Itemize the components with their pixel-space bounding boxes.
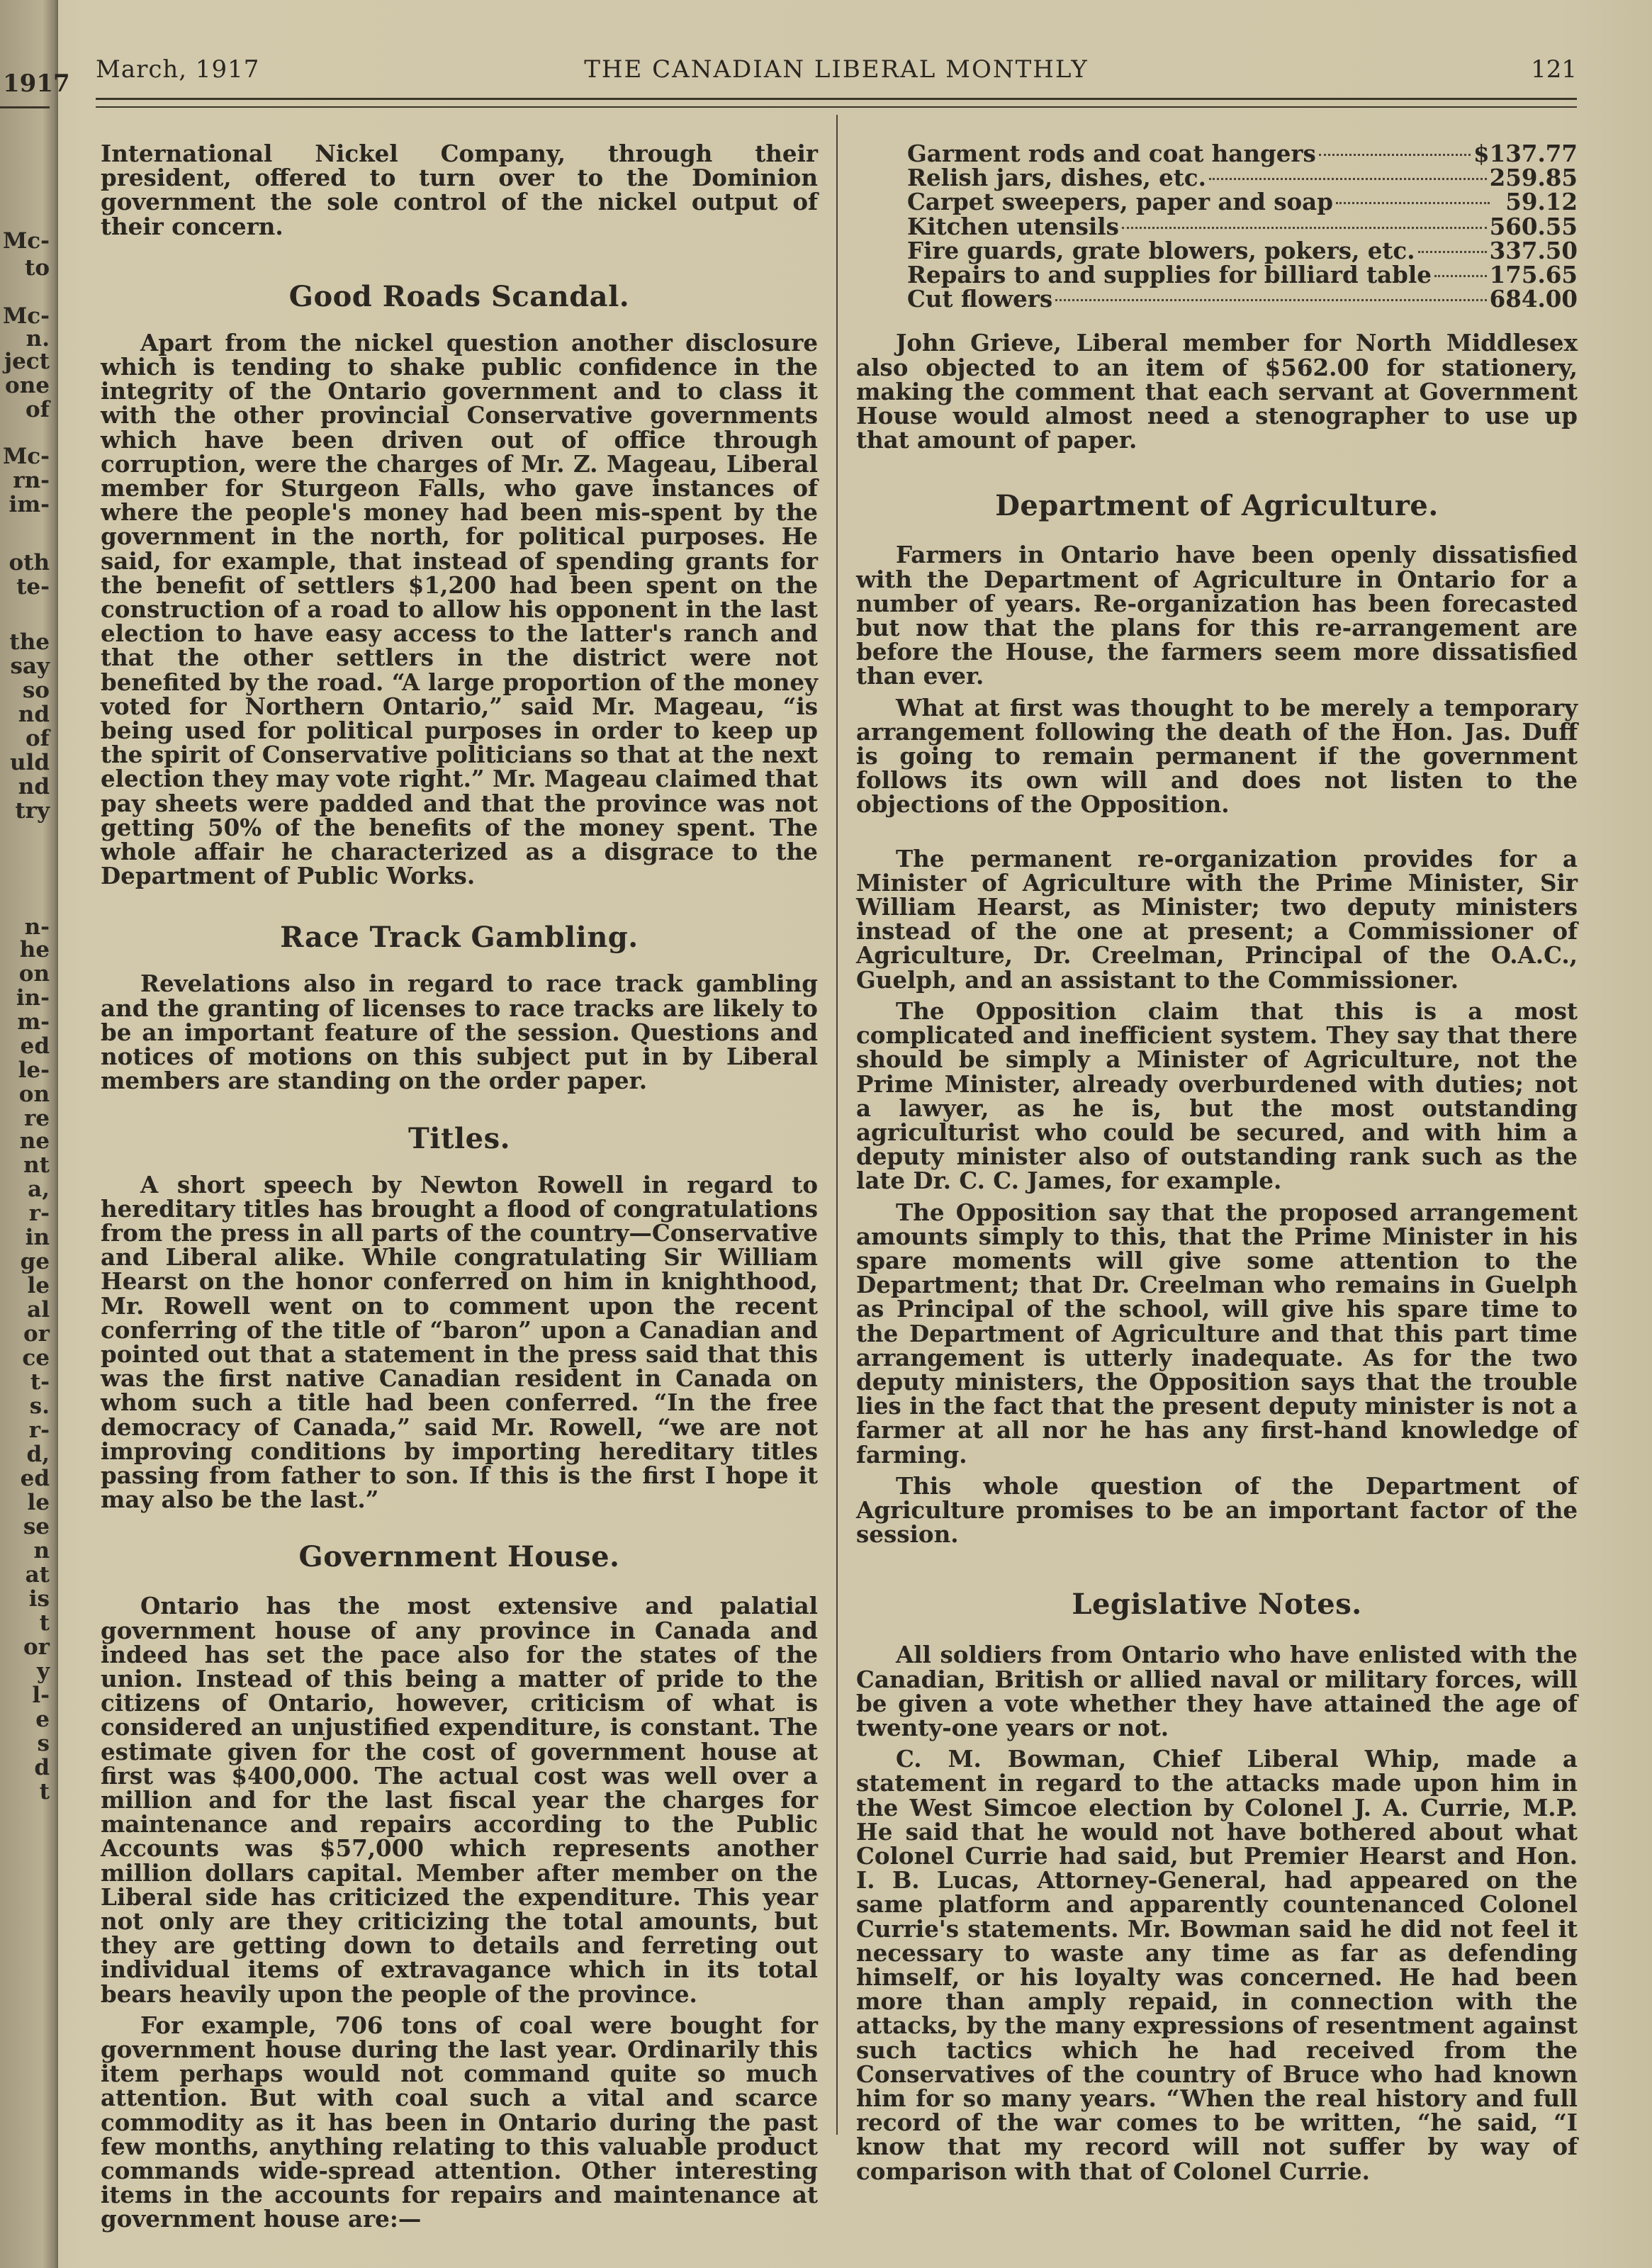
- paragraph-government-house-2: For example, 706 tons of coal were bought for government house during the last year. Ordinarily this item perhaps would not command quite so much attention. But with coal such a vital and scarce commodity as it has been in Ontario during the past few months, anything relating to this valuable product commands wide-spread attention. Other interesting items in the accounts for repairs and maintenance at government house are:—: [101, 2011, 818, 2233]
- leader-dots: [1319, 154, 1471, 156]
- facing-page-fragment: n-: [24, 914, 50, 940]
- facing-page-fragment: d,: [26, 1442, 50, 1467]
- facing-page-fragment: to: [25, 255, 50, 281]
- expense-item-amount: 560.55: [1489, 212, 1578, 240]
- expense-item-amount: 59.12: [1505, 188, 1578, 216]
- paragraph-government-house-1: Ontario has the most extensive and palatial government house of any province in Canada and indeed has set the pace also for the states of the union. Instead of this being a matter of pride to the citizens of Ontario, however, criticism of what is considered an unjustified expenditure, is constant. The estimate given for the cost of government house at first was $400,000. The actual cost was well over a million and for the last fiscal year the charges for maintenance and repairs according to the Public Accounts was $57,000 which represents another million dollars capital. Member after member on the Liberal side has criticized the expenditure. This year not only are they criticizing the total amounts, but they are getting down to details and ferreting out individual items of extravagance which in its total bears heavily upon the people of the province.: [101, 1592, 818, 2008]
- facing-page-fragment: al: [27, 1297, 50, 1323]
- facing-page-fragment: ge: [20, 1249, 50, 1274]
- heading-good-roads-scandal: Good Roads Scandal.: [288, 279, 630, 313]
- paragraph-agriculture-6: This whole question of the Department of Agriculture promises to be an important factor of the session.: [856, 1471, 1578, 1549]
- paragraph-legislative-2: C. M. Bowman, Chief Liberal Whip, made a statement in regard to the attacks made upon him in the West Simcoe election by Colonel J. A. Currie, M.P. He said that he would not have bothered about what Colonel Currie had said, but Premier Hearst and Hon. I. B. Lucas, Attorney-General, had appeared on the same platform and apparently countenanced Colonel Currie's statements. Mr. Bowman said he did not feel it necessary to waste any time as far as defending himself, or his loyalty was concerned. He had been more than amply repaid, in connection with the attacks, by the many expressions of resentment against such tactics which he had received from the Conservatives of the country of Bruce who had known him for so many years. “When the real history and full record of the war comes to be written, “he said, “I know that my record will not suffer by way of comparison with that of Colonel Currie.: [856, 1745, 1578, 2185]
- column-divider: [836, 115, 838, 2135]
- heading-race-track-gambling: Race Track Gambling.: [280, 921, 639, 955]
- header-rule-top: [96, 98, 1577, 100]
- facing-page-fragment: try: [15, 798, 50, 824]
- heading-titles: Titles.: [408, 1121, 511, 1155]
- facing-page-fragment: or: [23, 1634, 50, 1660]
- facing-page-fragment: m-: [17, 1009, 50, 1035]
- facing-page-fragment: on: [18, 1082, 50, 1107]
- facing-page-fragment: in-: [16, 985, 50, 1011]
- facing-page-fragment: n: [33, 1538, 50, 1564]
- facing-page-fragment: Mc-: [2, 228, 50, 254]
- facing-page-fragment: in: [25, 1225, 50, 1250]
- leader-dots: [1434, 275, 1487, 277]
- facing-page-fragment: ne: [19, 1128, 50, 1154]
- expense-item: [907, 263, 1578, 287]
- header-rule-bottom: [96, 106, 1577, 108]
- publication-title: THE CANADIAN LIBERAL MONTHLY: [584, 55, 1089, 84]
- paragraph-grieve: John Grieve, Liberal member for North Middlesex also objected to an item of $562.00 for stationery, making the comment that each servant at Government House would almost need a stenographer to use up that amount of paper.: [856, 329, 1578, 454]
- facing-page-fragment: a,: [28, 1177, 50, 1202]
- facing-page-fragment: e: [35, 1707, 50, 1732]
- paragraph-race-track: Revelations also in regard to race track gambling and the granting of licenses to race tracks are likely to be an important feature of the session. Questions and notices of motions on this subject put in by Liberal members are standing on the order paper.: [101, 970, 818, 1095]
- expense-item-label: Cut flowers: [907, 285, 1053, 313]
- facing-page-fragment: ed: [20, 1033, 50, 1059]
- facing-page-fragment: one: [5, 373, 50, 398]
- facing-page-fragment: or: [23, 1321, 50, 1347]
- facing-page-fragment: r-: [28, 1418, 50, 1443]
- facing-page-fragment: ce: [22, 1345, 50, 1371]
- facing-page-fragment: nt: [23, 1152, 50, 1178]
- facing-page-fragment: d: [34, 1755, 50, 1780]
- facing-page-fragment: of: [25, 397, 50, 422]
- expense-item: [907, 236, 1578, 264]
- facing-page-fragment: he: [19, 937, 50, 962]
- paragraph-good-roads: Apart from the nickel question another disclosure which is tending to shake public confidence in the integrity of the Ontario government and to class it with the other provincial Conservative governments which have been driven out of office through corruption, were the charges of Mr. Z. Mageau, Liberal member for Sturgeon Falls, who gave instances of where the people's money had been mis-spent by the government in the north, for political purposes. He said, for example, that instead of spending grants for the benefit of settlers $1,200 had been spent on the construction of a road to allow his opponent in the last election to have easy access to the latter's ranch and that the other settlers in the district were not benefited by the road. “A large proportion of the money voted for Northern Ontario,” said Mr. Mageau, “is being used for political purposes in order to keep up the spirit of Conservative politicians so that at the next election they may vote right.” Mr. Mageau claimed that pay sheets were padded and that the province was not getting 50% of the benefits of the money spent. The whole affair he characterized as a disgrace to the Department of Public Works.: [101, 328, 818, 890]
- facing-page-fragment: t: [39, 1610, 50, 1636]
- heading-government-house: Government House.: [298, 1540, 620, 1574]
- leader-dots: [1336, 202, 1490, 204]
- facing-page-fragment: r-: [28, 1201, 50, 1226]
- expense-list: [856, 142, 1578, 311]
- running-header: [96, 55, 1577, 91]
- heading-legislative-notes: Legislative Notes.: [1072, 1588, 1362, 1622]
- facing-page-fragment: le-: [18, 1057, 50, 1083]
- expense-item-amount: 684.00: [1489, 285, 1578, 313]
- left-column: [101, 142, 818, 2232]
- paragraph-legislative-1: All soldiers from Ontario who have enlisted with the Canadian, British or allied naval or military forces, will be given a vote whether they have attained the age of twenty-one years or not.: [856, 1641, 1578, 1741]
- facing-page-fragment: rn-: [13, 468, 50, 493]
- facing-page-fragment: oth: [9, 550, 50, 576]
- page-number: 121: [1531, 55, 1577, 84]
- issue-date: March, 1917: [96, 55, 260, 84]
- facing-page-edge: [0, 0, 70, 2268]
- paragraph-agriculture-3: The permanent re-organization provides for a Minister of Agriculture with the Prime Minister, Sir William Hearst, as Minister; two deputy ministers instead of the one at present; a Commissioner of Agriculture, Dr. Creelman, Principal of the O.A.C., Guelph, and an assistant to the Commissioner.: [856, 844, 1578, 994]
- facing-page-fragment: se: [23, 1514, 50, 1539]
- expense-item-label: Kitchen utensils: [907, 212, 1119, 240]
- facing-page-fragment: at: [25, 1562, 50, 1588]
- facing-page-fragment: nd: [18, 702, 50, 727]
- facing-page-fragments: [0, 0, 54, 2268]
- facing-page-fragment: l-: [32, 1683, 50, 1708]
- facing-page-fragment: the: [9, 629, 50, 655]
- expense-item: [907, 212, 1578, 240]
- facing-page-fragment: t: [39, 1779, 50, 1804]
- facing-page-fragment: ed: [20, 1466, 50, 1491]
- paragraph-agriculture-5: The Opposition say that the proposed arrangement amounts simply to this, that the Prime Minister in his spare moments will give some attention to the Department; that Dr. Creelman who remains in Guelph as Principal of the school, will give his spare time to the Department of Agriculture and that this part time arrangement is utterly inadequate. As for the two deputy ministers, the Opposition says that the trouble lies in the fact that the present deputy minister is not a farmer at all nor he has any first-hand knowledge of farming.: [856, 1198, 1578, 1469]
- facing-page-fragment: say: [10, 653, 50, 679]
- expense-item-label: Repairs to and supplies for billiard table: [907, 261, 1432, 289]
- facing-page-fragment: on: [18, 961, 50, 987]
- right-column: [856, 142, 1578, 2184]
- leader-dots: [1209, 178, 1487, 180]
- paragraph-titles: A short speech by Newton Rowell in regard to hereditary titles has brought a flood of congratulations from the press in all parts of the country—Conservative and Liberal alike. While congratulating Sir William Hearst on the honor conferred on him in knighthood, Mr. Rowell went on to comment upon the recent conferring of the title of “baron” upon a Canadian and pointed out that a statement in the press said that this was the first native Canadian resident in Canada on whom such a title had been conferred. “In the free democracy of Canada,” said Mr. Rowell, “we are not improving conditions by importing hereditary titles passing from father to son. If this is the first I hope it may also be the last.”: [101, 1170, 818, 1514]
- leader-dots: [1122, 227, 1487, 229]
- facing-page-fragment: y: [36, 1658, 50, 1684]
- leader-dots: [1055, 299, 1486, 301]
- facing-page-year: 1917: [3, 69, 70, 98]
- paragraph-agriculture-1: Farmers in Ontario have been openly dissatisfied with the Department of Agriculture in Ontario for a number of years. Re-organization has been forecasted but now that the plans for this re-arrangement are before the House, the farmers seem more dissatisfied than ever.: [856, 541, 1578, 690]
- heading-department-of-agriculture: Department of Agriculture.: [995, 489, 1439, 523]
- facing-page-fragment: re: [23, 1106, 50, 1131]
- facing-page-fragment: Mc-: [2, 444, 50, 469]
- facing-page-fragment: te-: [16, 574, 50, 600]
- expense-item: [907, 287, 1578, 311]
- expense-item-label: Garment rods and coat hangers: [907, 140, 1316, 167]
- facing-page-fragment: is: [28, 1586, 50, 1612]
- expense-item-amount: 259.85: [1489, 164, 1578, 192]
- paragraph-agriculture-2: What at first was thought to be merely a temporary arrangement following the death of the Hon. Jas. Duff is going to remain permanent if the government follows its own will and does not listen to the objections of the Opposition.: [856, 693, 1578, 819]
- facing-page-fragment: n.: [26, 326, 50, 352]
- expense-item-label: Carpet sweepers, paper and soap: [907, 188, 1333, 216]
- facing-page-fragment: Mc-: [2, 303, 50, 329]
- facing-page-fragment: s: [37, 1731, 50, 1756]
- expense-item: [907, 190, 1578, 214]
- facing-page-fragment: le: [27, 1273, 50, 1298]
- facing-page-fragment: le: [27, 1490, 50, 1515]
- expense-item-label: Relish jars, dishes, etc.: [907, 164, 1206, 192]
- facing-page-fragment: of: [25, 726, 50, 751]
- expense-item-amount: 175.65: [1489, 261, 1578, 289]
- expense-item-label: Fire guards, grate blowers, pokers, etc.: [907, 236, 1415, 264]
- leader-dots: [1418, 251, 1487, 253]
- facing-page-fragment: so: [22, 678, 50, 703]
- expense-item-amount: 337.50: [1489, 236, 1578, 264]
- facing-page-fragment: ject: [4, 349, 50, 374]
- facing-page-fragment: nd: [18, 774, 50, 799]
- paragraph-agriculture-4: The Opposition claim that this is a most complicated and inefficient system. They say that there should be simply a Minister of Agriculture, not the Prime Minister, already overburdened with duties; not a lawyer, as he is, but the most outstanding agriculturist who could be secured, and with him a deputy minister also of outstanding rank such as the late Dr. C. C. James, for example.: [856, 997, 1578, 1195]
- expense-item: [907, 142, 1578, 166]
- paragraph-nickel-continued: International Nickel Company, through their president, offered to turn over to the Dominion government the sole control of the nickel output of their concern.: [101, 140, 818, 240]
- facing-page-fragment: s.: [29, 1393, 50, 1419]
- facing-page-fragment: uld: [10, 750, 50, 775]
- facing-page-fragment: t-: [30, 1369, 50, 1395]
- expense-item: [907, 166, 1578, 190]
- expense-item-amount: $137.77: [1473, 140, 1578, 167]
- facing-page-fragment: im-: [9, 492, 50, 517]
